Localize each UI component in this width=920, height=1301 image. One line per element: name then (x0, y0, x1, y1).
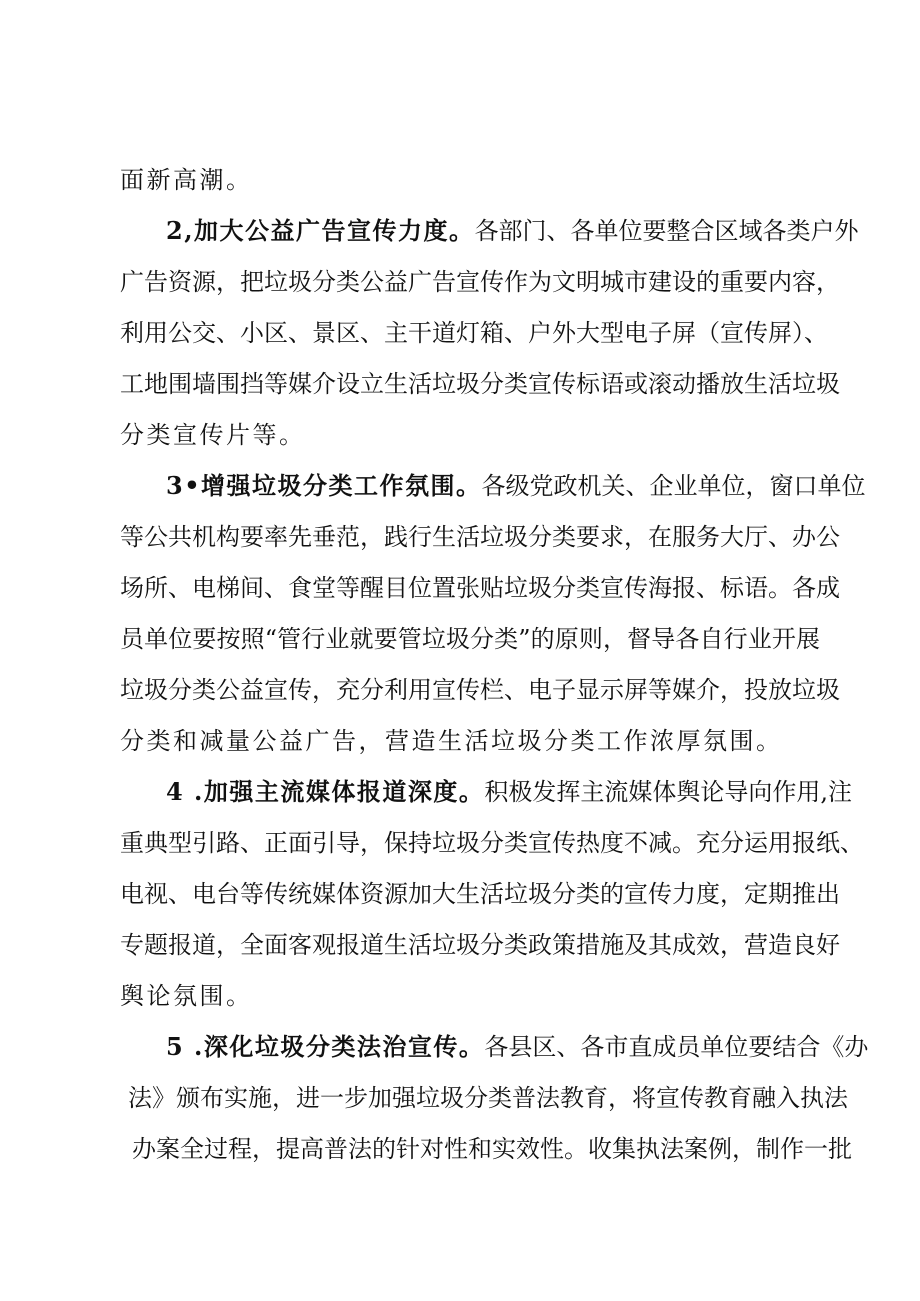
paragraph-line: 分类宣传片等。 (120, 421, 306, 449)
section-heading: 5 .深化垃圾分类法治宣传。 (166, 1032, 485, 1061)
paragraph-line (166, 1031, 869, 1063)
section-heading: 2,加大公益广告宣传力度。 (166, 216, 475, 245)
paragraph-text: 各级党政机关、企业单位，窗口单位 (481, 472, 866, 500)
paragraph-line: 分类和减量公益广告，营造生活垃圾分类工作浓厚氛围。 (120, 727, 783, 755)
section-heading: 4 .加强主流媒体报道深度。 (166, 777, 485, 806)
paragraph-line: 电视、电台等传统媒体资源加大生活垃圾分类的宣传力度，定期推出 (120, 880, 840, 908)
paragraph-line: 重典型引路、正面引导，保持垃圾分类宣传热度不减。充分运用报纸、 (120, 829, 864, 857)
section-heading: 3•增强垃圾分类工作氛围。 (166, 471, 482, 500)
paragraph-line: 等公共机构要率先垂范，践行生活垃圾分类要求，在服务大厅、办公 (120, 523, 840, 551)
paragraph-text: 积极发挥主流媒体舆论导向作用,注 (484, 778, 853, 806)
paragraph-line: 广告资源，把垃圾分类公益广告宣传作为文明城市建设的重要内容， (120, 268, 840, 296)
paragraph-text: 各县区、各市直成员单位要结合《办 (484, 1033, 869, 1061)
paragraph-line: 工地围墙围挡等媒介设立生活垃圾分类宣传标语或滚动播放生活垃圾 (120, 370, 840, 398)
paragraph-text: 各部门、各单位要整合区域各类户外 (474, 217, 859, 245)
paragraph-line: 专题报道，全面客观报道生活垃圾分类政策措施及其成效，营造良好 (120, 931, 840, 959)
paragraph-line: 利用公交、小区、景区、主干道灯箱、户外大型电子屏（宣传屏）、 (120, 319, 828, 347)
paragraph-line: 办案全过程，提高普法的针对性和实效性。收集执法案例，制作一批 (132, 1135, 852, 1163)
paragraph-line: 场所、电梯间、食堂等醒目位置张贴垃圾分类宣传海报、标语。各成 (120, 574, 840, 602)
paragraph-line: 舆论氛围。 (120, 982, 253, 1010)
paragraph-line (166, 215, 859, 247)
paragraph-line: 员单位要按照“管行业就要管垃圾分类”的原则，督导各自行业开展 (120, 625, 820, 653)
paragraph-line: 面新高潮。 (120, 166, 253, 194)
paragraph-line (166, 470, 866, 502)
paragraph-line (166, 776, 853, 808)
paragraph-line: 垃圾分类公益宣传，充分利用宣传栏、电子显示屏等媒介，投放垃圾 (120, 676, 840, 704)
paragraph-line: 法》颁布实施，进一步加强垃圾分类普法教育，将宣传教育融入执法 (128, 1084, 848, 1112)
